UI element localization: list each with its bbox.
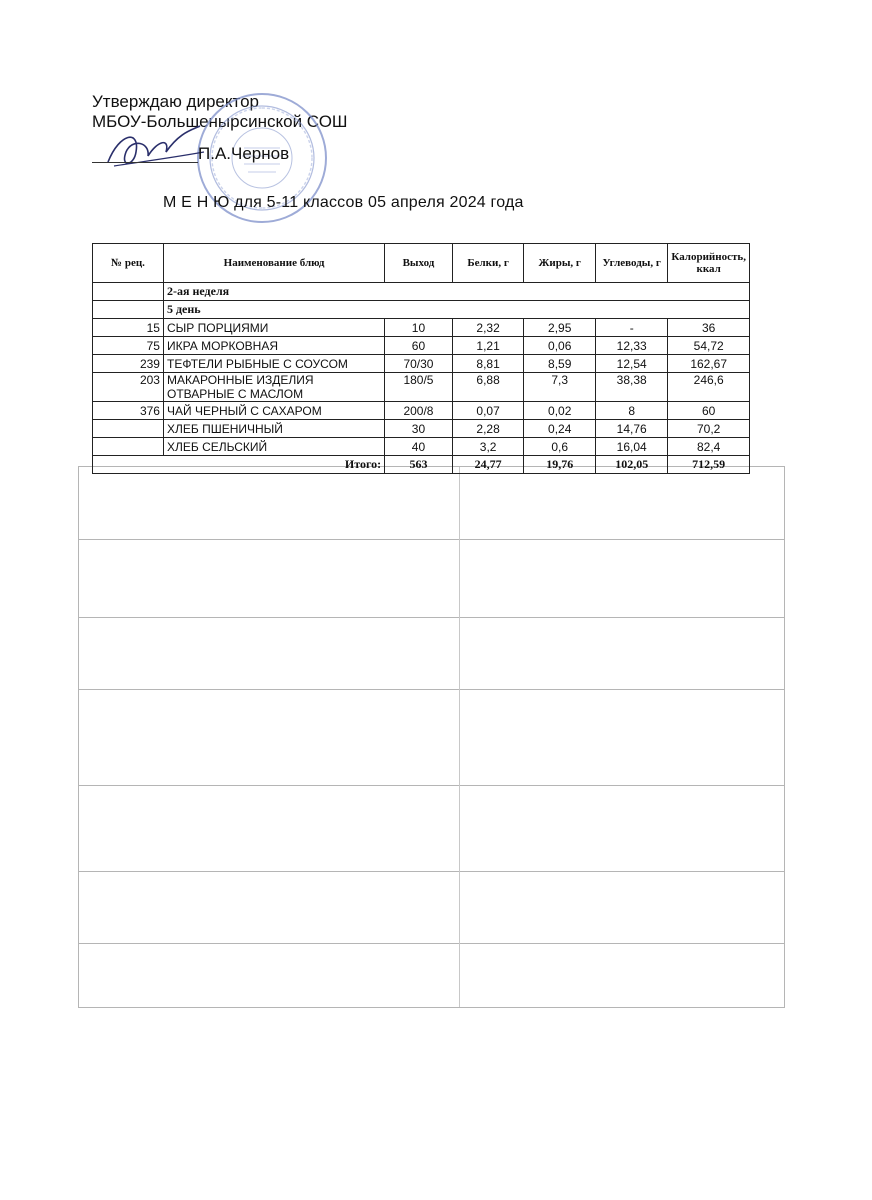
signature-line <box>92 162 198 163</box>
cell-fat: 2,95 <box>524 319 596 337</box>
cell-fat: 0,6 <box>524 438 596 456</box>
header-out: Выход <box>385 244 453 283</box>
cell-num: 203 <box>93 373 164 402</box>
cell-out: 60 <box>385 337 453 355</box>
cell-carbs: 38,38 <box>596 373 668 402</box>
header-kcal: Калорийность, ккал <box>668 244 750 283</box>
week-row <box>93 283 750 301</box>
cell-fat: 0,24 <box>524 420 596 438</box>
cell-num <box>93 420 164 438</box>
cell-out: 10 <box>385 319 453 337</box>
cell-protein: 8,81 <box>452 355 524 373</box>
cell-carbs: - <box>596 319 668 337</box>
cell-kcal: 82,4 <box>668 438 750 456</box>
cell-carbs: 14,76 <box>596 420 668 438</box>
total-label: Итого: <box>93 456 385 474</box>
director-signature <box>100 122 210 182</box>
cell-fat: 0,06 <box>524 337 596 355</box>
cell-out: 200/8 <box>385 402 453 420</box>
total-row <box>93 456 750 474</box>
cell-protein: 2,32 <box>452 319 524 337</box>
total-kcal: 712,59 <box>668 456 750 474</box>
cell-kcal: 246,6 <box>668 373 750 402</box>
header-num: № рец. <box>93 244 164 283</box>
cell-num: 15 <box>93 319 164 337</box>
signer-name: П.А.Чернов <box>198 144 290 163</box>
cell-name: ТЕФТЕЛИ РЫБНЫЕ С СОУСОМ <box>163 355 384 373</box>
table-row <box>93 355 750 373</box>
total-out: 563 <box>385 456 453 474</box>
total-fat: 19,76 <box>524 456 596 474</box>
header-name: Наименование блюд <box>163 244 384 283</box>
cell-out: 30 <box>385 420 453 438</box>
table-row <box>93 337 750 355</box>
table-header-row <box>93 244 750 283</box>
cell-carbs: 12,54 <box>596 355 668 373</box>
menu-table <box>92 243 750 474</box>
cell-kcal: 70,2 <box>668 420 750 438</box>
cell-out: 70/30 <box>385 355 453 373</box>
cell-protein: 2,28 <box>452 420 524 438</box>
cell-name: СЫР ПОРЦИЯМИ <box>163 319 384 337</box>
header-protein: Белки, г <box>452 244 524 283</box>
cell-fat: 0,02 <box>524 402 596 420</box>
cell-name: ЧАЙ ЧЕРНЫЙ С САХАРОМ <box>163 402 384 420</box>
cell-name: ИКРА МОРКОВНАЯ <box>163 337 384 355</box>
approve-line-1: Утверждаю директор <box>92 92 260 111</box>
cell-carbs: 16,04 <box>596 438 668 456</box>
cell-fat: 7,3 <box>524 373 596 402</box>
cell-name: МАКАРОННЫЕ ИЗДЕЛИЯ ОТВАРНЫЕ С МАСЛОМ <box>163 373 384 402</box>
cell-num: 75 <box>93 337 164 355</box>
table-row <box>93 319 750 337</box>
cell-num: 376 <box>93 402 164 420</box>
day-label: 5 день <box>163 301 749 319</box>
cell-fat: 8,59 <box>524 355 596 373</box>
cell-kcal: 60 <box>668 402 750 420</box>
header-fat: Жиры, г <box>524 244 596 283</box>
table-row <box>93 420 750 438</box>
bleed-through-table <box>78 466 785 1008</box>
table-row <box>93 438 750 456</box>
cell-kcal: 54,72 <box>668 337 750 355</box>
cell-kcal: 36 <box>668 319 750 337</box>
cell-name: ХЛЕБ ПШЕНИЧНЫЙ <box>163 420 384 438</box>
cell-carbs: 12,33 <box>596 337 668 355</box>
cell-num: 239 <box>93 355 164 373</box>
cell-out: 40 <box>385 438 453 456</box>
cell-protein: 3,2 <box>452 438 524 456</box>
table-row <box>93 373 750 402</box>
cell-num <box>93 438 164 456</box>
cell-name: ХЛЕБ СЕЛЬСКИЙ <box>163 438 384 456</box>
cell-protein: 1,21 <box>452 337 524 355</box>
cell-protein: 6,88 <box>452 373 524 402</box>
cell-carbs: 8 <box>596 402 668 420</box>
cell-out: 180/5 <box>385 373 453 402</box>
day-row <box>93 301 750 319</box>
cell-protein: 0,07 <box>452 402 524 420</box>
table-row <box>93 402 750 420</box>
week-label: 2-ая неделя <box>163 283 749 301</box>
approve-line-2: МБОУ-Большенырсинской СОШ <box>92 112 348 131</box>
header-carbs: Углеводы, г <box>596 244 668 283</box>
cell-kcal: 162,67 <box>668 355 750 373</box>
total-protein: 24,77 <box>452 456 524 474</box>
total-carbs: 102,05 <box>596 456 668 474</box>
menu-title: М Е Н Ю для 5-11 классов 05 апреля 2024 года <box>163 194 524 211</box>
